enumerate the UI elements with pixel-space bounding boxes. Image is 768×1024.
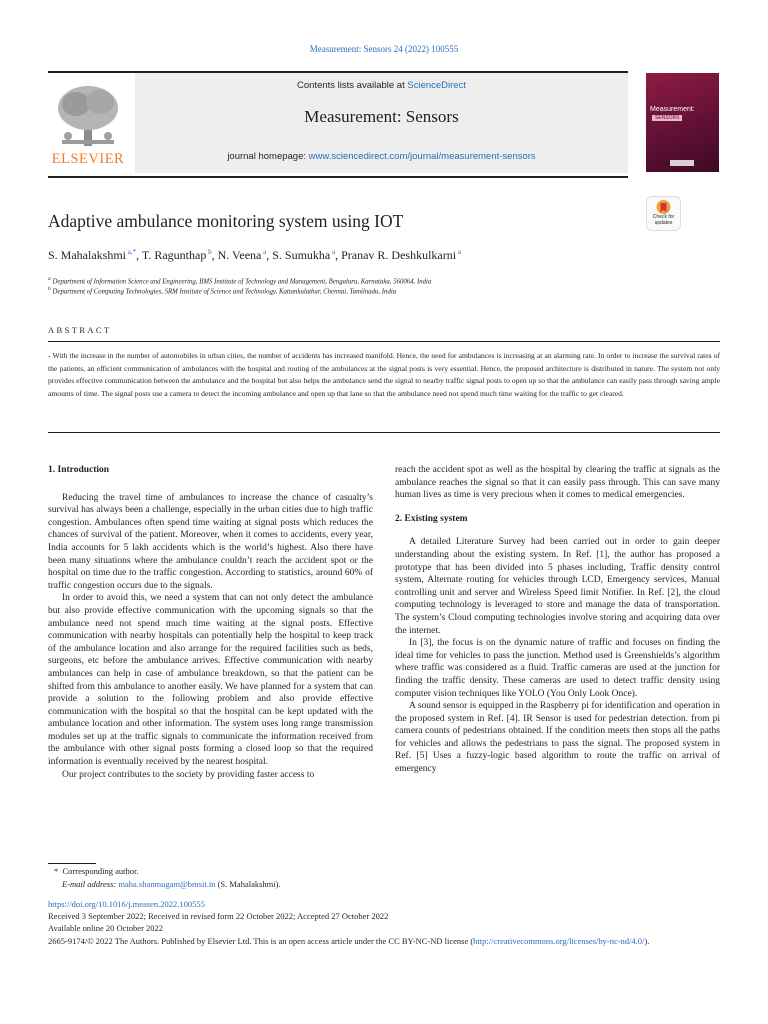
author-affiliation-mark[interactable]: a — [457, 248, 461, 256]
author[interactable]: S. Mahalakshmi — [48, 248, 126, 262]
bookmark-icon — [647, 197, 680, 215]
license-suffix: ). — [644, 936, 650, 946]
abstract-bottom-rule — [48, 432, 720, 433]
cover-badge — [670, 160, 694, 166]
author-affiliation-mark[interactable]: b — [208, 248, 212, 256]
cover-subtitle: SENSORS — [652, 115, 682, 121]
corresponding-label: Corresponding author. — [62, 866, 139, 876]
paragraph: In [3], the focus is on the dynamic nature of traffic and focuses on finding the ideal time for vehicles to pass the junction. Method used is Greenshields’s algorithm where traffic was considered as a fluid. Traffic cameras are used at the junction for finding the traffic density. These cameras are used to detect traffic density using computer vision techniques like YOLO (You Only Look Once). — [395, 638, 720, 699]
author-affiliation-mark[interactable]: a — [263, 248, 267, 256]
journal-cover-image[interactable] — [646, 73, 719, 172]
author[interactable]: T. Ragunthaр — [141, 248, 207, 262]
affiliation-a — [48, 276, 431, 285]
author-affiliation-mark[interactable]: a — [331, 248, 336, 256]
author[interactable]: N. Veena — [217, 248, 262, 262]
author-list: S. Mahalakshmi $^{a,*}$, T. Ragunthaр $^b$, N. Veena $^a$, S. Sumukha $^a$, Pranav R. Deshkulkarni $^a$ — [48, 248, 461, 262]
email-suffix: (S. Mahalakshmi). — [215, 879, 281, 889]
license-text: 2665-9174/© 2022 The Authors. Published by Elsevier Ltd. This is an open access article under the CC BY-NC-ND license ( — [48, 936, 474, 946]
cover-title: Measurement: — [650, 106, 695, 113]
email-link[interactable]: maha.shanmugam@bmsit.in — [118, 879, 216, 889]
paragraph: Reducing the travel time of ambulances to increase the chance of casualty’s survival has always been a challenge, especially in the urban cities due to high traffic congestion. Ambulances often spend time waiting at signal posts which reduces the chances of survival of the patient. Moreover, when it comes to accidents, every year, India accounts for 5 lakh accidents which is the world’s highest. Also there have been many situations where the ambulance couldn’t reach the accident spot or the hospital on time due to the traffic congestion. According to statistics, around 60% of traffic congestion occurs due to the signals. — [48, 492, 373, 591]
journal-reference-link[interactable]: Measurement: Sensors 24 (2022) 100555 — [309, 44, 459, 54]
paragraph: A sound sensor is equipped in the Raspberry pi for identification and operation in the proposed system in Ref. [4]. IR Sensor is used for pedestrian detection. from pi camera counts of pedestrians obtained. If the condition meets then stops all the paths for vehicles and allows the pedestrians to pass the signal. The proposed system in Ref. [5] Uses a fuzzy-logic based algorithm to route the traffic on arrival of emergency — [395, 701, 720, 775]
email-label: E-mail address: — [62, 879, 119, 889]
paragraph: Our project contributes to the society by providing faster access to — [62, 769, 315, 780]
paragraph: A detailed Literature Survey had been carried out in order to gain deeper understanding about the existing system. In Ref. [1], the author has proposed a prototype that has been divided into 5 phases including, Traffic density control system, Alternate routing for vehicles through LCD, Emergency services, Manual controlling unit and server and Wireless Speed limit Notifier. In Ref. [2], the cloud computing technology is leveraged to store and manage the data of transportation. The system’s Cloud computing technologies involve storing and acquiring data over the internet. — [395, 537, 720, 636]
section-heading-introduction: 1. Introduction — [48, 465, 110, 475]
section-heading-existing-system: 2. Existing system — [395, 513, 468, 524]
affiliation-mark: b — [48, 286, 51, 292]
journal-name: Measurement: Sensors — [304, 107, 459, 126]
email-line — [62, 879, 281, 889]
homepage-line — [135, 151, 628, 162]
license-line — [48, 935, 720, 947]
license-link[interactable]: http://creativecommons.org/licenses/by-nc-nd/4.0/ — [473, 936, 645, 946]
author[interactable]: S. Sumukha — [272, 248, 331, 262]
asterisk-mark: * — [54, 866, 59, 876]
affiliation-b — [48, 286, 396, 295]
header-bottom-rule — [48, 176, 628, 178]
sciencedirect-link[interactable]: ScienceDirect — [407, 80, 466, 91]
left-column — [48, 464, 373, 781]
paragraph: reach the accident spot as well as the hospital by clearing the traffic at signals as the ambulance reaches the signal so that it can easily pass through. This can save many human lives as time is very precious when it comes to medical emergencies. — [395, 465, 720, 501]
publisher-wordmark: ELSEVIER — [51, 151, 125, 167]
paragraph: In order to avoid this, we need a system that can not only detect the ambulance but also provide effective communication with the upcoming signals so that the ambulance need not spend much time waiting at the signal posts. Effective communication with nearby hospitals can potentially help the hospital to keep track of the ambulance location and also arrange for the required facilities such as beds, surgeons, etc before the ambulance arrives. Effective communication with nearby ambulances can help in case of ambulance breakdown, so that the patient can be shifted from this ambulance to another easily. We have planned for a system that can provide a solution to the following problem and also provide effective communication with the hospital so that the hospital can be kept updated with the ambulance location and other information. The system uses long range transmission modules set up at the traffic signals to communicate the information received from the ambulance with other signal posts forming a closed loop so that the required information is eventually received by the nearest hospital. — [48, 593, 373, 768]
abstract-heading: ABSTRACT — [48, 325, 112, 335]
affiliation-text: Department of Computing Technologies, SRM Institute of Science and Technology, Kattankulathur, Chennai, Tamilnadu, India — [52, 288, 397, 296]
check-for-updates-label: Check for updates — [652, 214, 675, 226]
footnote-rule — [48, 863, 96, 864]
abstract-text: - With the increase in the number of automobiles in urban cities, the number of accidents has increased manifold. Hence, the need for ambulances is increasing at an alarming rate. In order to increase the survival rates of the patients, an efficient communication of ambulances with the hospital and routing of the ambulances at the signal posts is very essential. Hence, the proposed architecture is distributed in nature. The system not only provides effective communication between the ambulance and the hospital but also helps the ambulance send the signal to nearby traffic signal posts to open up so that the ambulance can easily pass through saving ample amounts of time. The signal posts use a camera to detect the incoming ambulance and open up that lane so that the ambulance need not spend much time waiting for the traffic to get cleared. — [48, 351, 720, 398]
affiliation-text: Department of Information Science and Engineering, BMS Institute of Technology and Management, Bengaluru, Karnataka, 560064, India — [52, 278, 432, 286]
doi-link[interactable]: https://doi.org/10.1016/j.measen.2022.100555 — [48, 899, 205, 909]
paper-title: Adaptive ambulance monitoring system using IOT — [48, 211, 404, 231]
homepage-label: journal homepage: — [227, 151, 309, 162]
author[interactable]: Pranav R. Deshkulkarni — [341, 248, 457, 262]
homepage-link[interactable]: www.sciencedirect.com/journal/measurement-sensors — [308, 151, 536, 162]
abstract-top-rule — [48, 341, 720, 342]
available-online: Available online 20 October 2022 — [48, 923, 164, 933]
corresponding-author-note — [54, 866, 139, 876]
contents-line — [135, 80, 628, 91]
contents-prefix: Contents lists available at — [297, 80, 408, 91]
author-affiliation-mark[interactable]: a,* — [127, 248, 137, 256]
received-dates: Received 3 September 2022; Received in revised form 22 October 2022; Accepted 27 October 2022 — [48, 911, 389, 921]
right-column — [395, 464, 720, 776]
affiliation-mark: a — [48, 276, 51, 282]
